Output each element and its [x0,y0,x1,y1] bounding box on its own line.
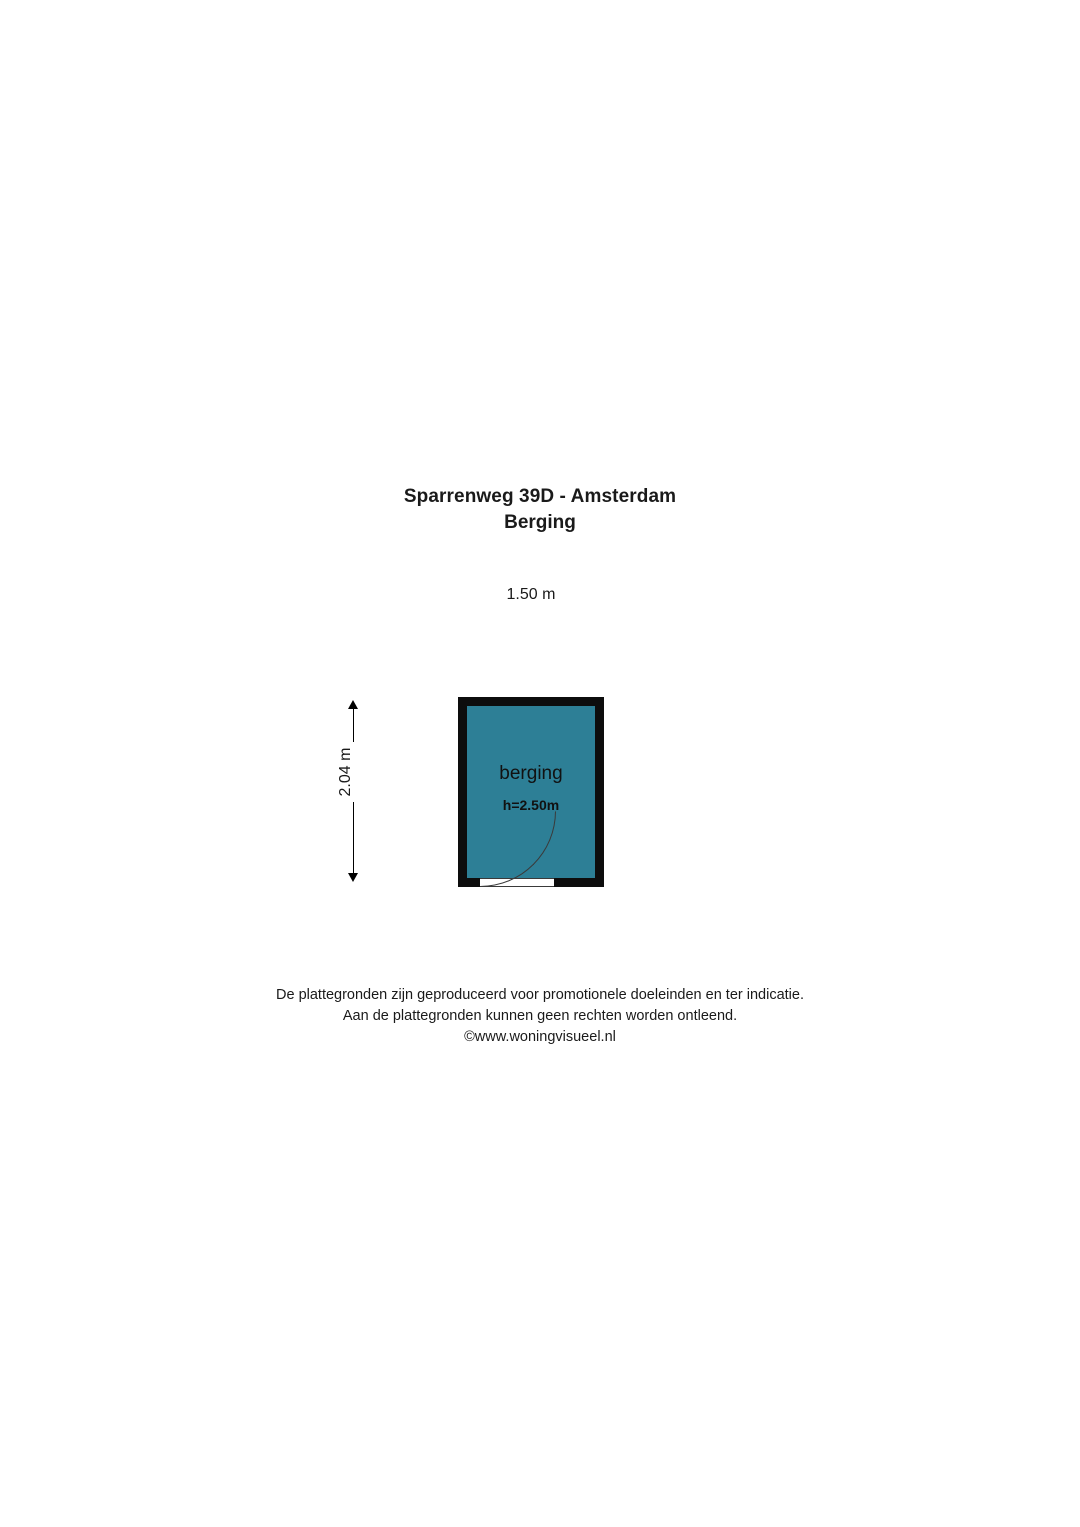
dimension-width-label-wrap [458,580,604,610]
footer-disclaimer [0,985,1080,1048]
footer-line-1: De plattegronden zijn geproduceerd voor promotionele doeleinden en ter indicatie. [276,987,804,1003]
dimension-width-label: 1.50 m [501,586,562,603]
dimension-depth-label-wrap [336,724,356,820]
floor-plan [458,697,604,887]
room-ceiling-height: h=2.50m [502,797,560,813]
dimension-depth [336,700,376,882]
footer-copyright: ©www.woningvisueel.nl [464,1029,616,1045]
door-swing-arc-icon [480,887,556,963]
dimension-depth-label: 2.04 m [334,742,357,803]
page-subtitle: Berging [504,512,576,533]
footer-line-2: Aan de plattegronden kunnen geen rechten worden ontleend. [342,1008,738,1024]
room-label: berging [499,763,563,784]
page-title: Sparrenweg 39D - Amsterdam [403,486,677,507]
dimension-depth-arrow-bottom-icon [348,873,358,882]
plan-title-block [0,484,1080,536]
dimension-width [458,580,604,610]
dimension-depth-arrow-top-icon [348,700,358,709]
